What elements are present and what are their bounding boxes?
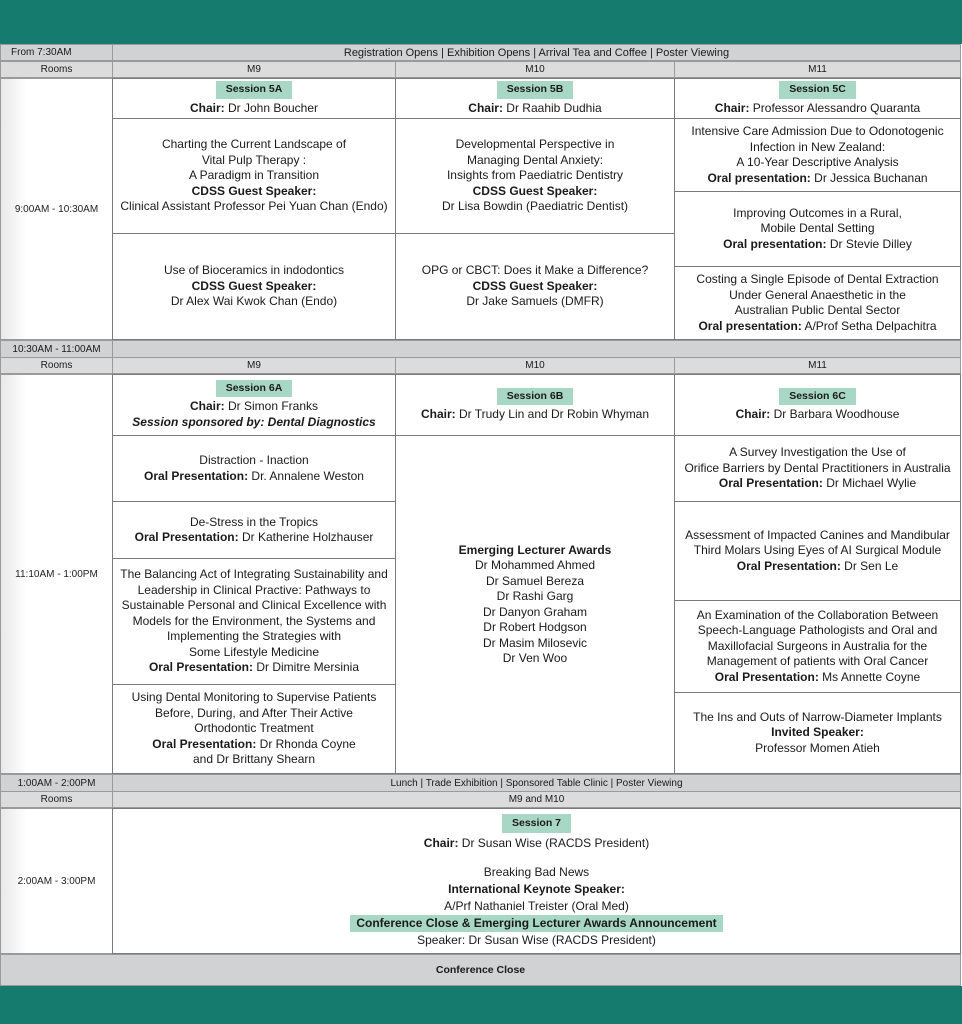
room-m10-text: M10 [525, 64, 545, 75]
session-6a-header [112, 374, 396, 436]
speaker-role: CDSS Guest Speaker: [472, 183, 598, 198]
chair-label: Chair: [735, 407, 771, 421]
speaker-role: Oral Presentation: [152, 736, 257, 751]
room-m11 [674, 61, 961, 78]
chair-label: Chair: [423, 835, 459, 850]
header-band [0, 0, 962, 44]
speaker-role: Oral Presentation: [134, 530, 239, 544]
speaker-role: CDSS Guest Speaker: [191, 183, 317, 198]
awardee: Dr Ven Woo [502, 651, 568, 665]
rooms-label-text: Rooms [40, 360, 73, 371]
talk-title: Assessment of Impacted Canines and Mandibular [685, 527, 950, 542]
talk-title: A Paradigm in Transition [188, 168, 320, 183]
session-badge: Session 6A [216, 380, 293, 398]
presenter-line [698, 319, 936, 335]
emerging-lecturer-awards [395, 435, 675, 774]
presenter-line [144, 469, 364, 485]
speaker-role: Oral presentation: [723, 236, 827, 251]
awardee: Dr Masim Milosevic [482, 635, 587, 650]
presenter-line [715, 670, 920, 686]
speaker-name: Dr Dimitre Mersinia [253, 660, 360, 675]
talk-title: A Survey Investigation the Use of [729, 445, 906, 460]
talk-title: Maxillofacial Surgeons in Australia for the [707, 638, 928, 653]
block1-time-text: 9:00AM - 10:30AM [14, 203, 99, 215]
rooms-label-2 [0, 357, 113, 374]
speaker-role: Invited Speaker: [771, 725, 864, 740]
room-m9-text: M9 [247, 64, 261, 75]
talk-5a-1 [112, 118, 396, 234]
block2-time-text: 11:10AM - 1:00PM [15, 568, 98, 580]
chair-name: Dr Trudy Lin and Dr Robin Whyman [455, 407, 650, 421]
talk-title: Leadership in Clinical Practive: Pathways to [137, 582, 371, 597]
awardee: Dr Rashi Garg [496, 589, 574, 603]
talk-title: Intensive Care Admission Due to Odonotogenic [691, 124, 944, 138]
talk-title: An Examination of the Collaboration Between [696, 607, 939, 622]
talk-title: Orthodontic Treatment [194, 721, 314, 736]
chair-line [736, 407, 900, 423]
rooms-label-text: Rooms [40, 794, 73, 805]
lunch-time [0, 774, 113, 792]
room-m9 [112, 61, 396, 78]
talk-5a-2 [112, 233, 396, 340]
session-badge: Session 6C [779, 388, 856, 406]
conference-close-text: Conference Close [435, 964, 526, 976]
talk-title: Breaking Bad News [483, 864, 590, 879]
session-5b-header [395, 78, 675, 119]
room-m10-text: M10 [525, 360, 545, 371]
talk-6a-1 [112, 435, 396, 502]
talk-title: Implementing the Strategies with [166, 629, 342, 644]
room-m9-2 [112, 357, 396, 374]
chair-label: Chair: [420, 407, 456, 421]
talk-title: Insights from Paediatric Dentistry [446, 168, 624, 183]
session-6b-header [395, 374, 675, 436]
speaker-name: Dr Katherine Holzhauser [238, 530, 374, 544]
talk-title: A 10-Year Descriptive Analysis [736, 155, 899, 169]
speaker-name: A/Prf Nathaniel Treister (Oral Med) [444, 898, 629, 913]
speaker-name: Professor Momen Atieh [755, 740, 880, 755]
speaker-name: Dr Jessica Buchanan [810, 170, 928, 185]
talk-title: Australian Public Dental Sector [734, 303, 901, 317]
talk-title: The Ins and Outs of Narrow-Diameter Implants [693, 709, 942, 724]
room-m10-2 [395, 357, 675, 374]
talk-title: Management of patients with Oral Cancer [706, 654, 929, 669]
talk-title: Sustainable Personal and Clinical Excellence with [121, 598, 387, 613]
speaker-role: CDSS Guest Speaker: [191, 278, 317, 293]
talk-6c-4 [674, 692, 961, 774]
rooms-label-3 [0, 791, 113, 808]
speaker-role: Oral Presentation: [144, 468, 249, 483]
speaker-name: Dr Jake Samuels (DMFR) [466, 294, 604, 309]
talk-5c-1 [674, 118, 961, 192]
presenter-line [152, 737, 355, 753]
room-m11-text: M11 [808, 64, 827, 75]
speaker-name: Dr. Annalene Weston [248, 468, 364, 483]
presenter-line [707, 171, 927, 187]
speaker-name: Ms Annette Coyne [818, 669, 921, 684]
speaker-name: and Dr Brittany Shearn [192, 752, 316, 767]
speaker-name: Dr Stevie Dilley [826, 236, 912, 251]
room-combined-text: M9 and M10 [508, 794, 565, 805]
talk-title: Vital Pulp Therapy : [201, 152, 307, 167]
speaker-name: A/Prof Setha Delpachitra [801, 318, 937, 333]
speaker-name: Dr Lisa Bowdin (Paediatric Dentist) [441, 199, 629, 214]
closing-announcement: Conference Close & Emerging Lecturer Awards Announcement [350, 915, 722, 932]
room-m10 [395, 61, 675, 78]
speaker-role: Oral Presentation: [148, 660, 253, 675]
talk-6c-2 [674, 501, 961, 601]
speaker-role: Oral Presentation: [718, 476, 823, 491]
talk-5b-1 [395, 118, 675, 234]
chair-label: Chair: [714, 100, 750, 115]
talk-title: The Balancing Act of Integrating Sustainability and [120, 567, 388, 582]
talk-title: Using Dental Monitoring to Supervise Patients [131, 690, 377, 705]
block1-time [0, 78, 113, 340]
talk-6a-4 [112, 684, 396, 774]
chair-line [421, 407, 649, 423]
talk-title: Under General Anaesthetic in the [729, 287, 906, 302]
registration-text: Registration Opens | Exhibition Opens | Arrival Tea and Coffee | Poster Viewing [343, 46, 730, 59]
chair-name: Dr Susan Wise (RACDS President) [458, 835, 650, 850]
session-5c-header [674, 78, 961, 119]
speaker-name: Dr Michael Wylie [822, 476, 917, 491]
session-badge: Session 7 [502, 814, 571, 833]
chair-label: Chair: [189, 100, 225, 115]
talk-title: OPG or CBCT: Does it Make a Difference? [421, 263, 649, 278]
talk-title: Charting the Current Landscape of [161, 137, 347, 152]
footer-band [0, 986, 962, 1024]
speaker-role: Oral Presentation: [714, 669, 819, 684]
lunch-time-text: 1:00AM - 2:00PM [17, 777, 96, 789]
talk-title: Third Molars Using Eyes of AI Surgical Module [693, 543, 942, 558]
block3-time-text: 2:00AM - 3:00PM [17, 875, 96, 887]
talk-5b-2 [395, 233, 675, 340]
session-badge: Session 6B [497, 388, 574, 406]
block2-time [0, 374, 113, 774]
break-time-text: 10:30AM - 11:00AM [12, 343, 101, 355]
speaker-role: Oral presentation: [707, 170, 811, 185]
speaker-name: Dr Sen Le [840, 558, 899, 573]
session-badge: Session 5A [216, 81, 293, 99]
rooms-label [0, 61, 113, 78]
talk-title: Improving Outcomes in a Rural, [733, 205, 902, 220]
presenter-line [723, 237, 912, 253]
session-5a-header [112, 78, 396, 119]
lunch-text: Lunch | Trade Exhibition | Sponsored Table Clinic | Poster Viewing [390, 777, 683, 789]
chair-label: Chair: [468, 100, 503, 115]
talk-title: Speech-Language Pathologists and Oral and [697, 623, 938, 638]
chair-name: Professor Alessandro Quaranta [749, 100, 921, 115]
presenter-line [135, 530, 374, 546]
talk-title: Use of Bioceramics in indodontics [163, 263, 345, 278]
room-m9-text: M9 [247, 360, 261, 371]
awards-title: Emerging Lecturer Awards [458, 542, 612, 557]
chair-line [424, 835, 649, 852]
awardee: Dr Robert Hodgson [483, 620, 587, 634]
registration-time-text: From 7:30AM [11, 47, 72, 58]
speaker-name: Dr Alex Wai Kwok Chan (Endo) [170, 294, 338, 309]
talk-title: Models for the Environment, the Systems and [132, 613, 376, 628]
conference-close-row [0, 954, 961, 986]
talk-title: Before, During, and After Their Active [155, 705, 353, 720]
talk-title: De-Stress in the Tropics [189, 514, 319, 529]
talk-5c-2 [674, 191, 961, 267]
chair-label: Chair: [189, 399, 225, 414]
break-row [112, 340, 961, 358]
talk-6a-2 [112, 501, 396, 559]
speaker-name: Clinical Assistant Professor Pei Yuan Chan (Endo) [120, 199, 388, 214]
sponsor-note: Session sponsored by: Dental Diagnostics [132, 414, 376, 429]
talk-title: Developmental Perspective in [455, 137, 615, 152]
break-time [0, 340, 113, 358]
chair-line [468, 101, 601, 117]
session-badge: Session 5B [497, 81, 574, 99]
talk-6a-3 [112, 558, 396, 685]
chair-name: Dr Raahib Dudhia [502, 100, 602, 115]
speaker-role: Oral presentation: [698, 318, 802, 333]
speaker-role: CDSS Guest Speaker: [472, 278, 598, 293]
awardee: Dr Mohammed Ahmed [474, 558, 596, 572]
awardee: Dr Danyon Graham [482, 604, 588, 619]
presenter-line [737, 559, 898, 575]
talk-title: Mobile Dental Setting [760, 221, 875, 236]
chair-line [190, 101, 318, 117]
speaker-name: Dr Rhonda Coyne [256, 736, 356, 751]
closing-speaker: Speaker: Dr Susan Wise (RACDS President) [417, 932, 656, 947]
talk-title: Distraction - Inaction [199, 453, 309, 467]
talk-title: Managing Dental Anxiety: [466, 152, 604, 167]
registration-time [0, 44, 113, 61]
presenter-line [149, 660, 359, 676]
talk-5c-3 [674, 266, 961, 340]
session-7 [112, 808, 961, 954]
lunch-row [112, 774, 961, 792]
chair-name: Dr Simon Franks [224, 399, 319, 414]
room-m11-2 [674, 357, 961, 374]
talk-title: Some Lifestyle Medicine [188, 644, 320, 659]
talk-title: Costing a Single Episode of Dental Extraction [696, 272, 939, 286]
session-6c-header [674, 374, 961, 436]
awardee: Dr Samuel Bereza [485, 573, 585, 588]
chair-name: Dr Barbara Woodhouse [770, 407, 900, 421]
speaker-role: Oral Presentation: [736, 558, 841, 573]
speaker-role: International Keynote Speaker: [448, 881, 625, 896]
talk-title: Orifice Barriers by Dental Practitioners in Australia [684, 460, 951, 475]
presenter-line [719, 476, 916, 492]
registration-row [112, 44, 961, 61]
block3-time [0, 808, 113, 954]
talk-6c-1 [674, 435, 961, 502]
room-combined [112, 791, 961, 808]
session-badge: Session 5C [779, 81, 856, 99]
rooms-label-text: Rooms [40, 64, 73, 75]
chair-line [715, 101, 920, 117]
talk-title: Infection in New Zealand: [749, 139, 886, 154]
chair-line [190, 399, 318, 415]
talk-6c-3 [674, 600, 961, 693]
room-m11-text: M11 [808, 360, 827, 371]
chair-name: Dr John Boucher [224, 100, 319, 115]
